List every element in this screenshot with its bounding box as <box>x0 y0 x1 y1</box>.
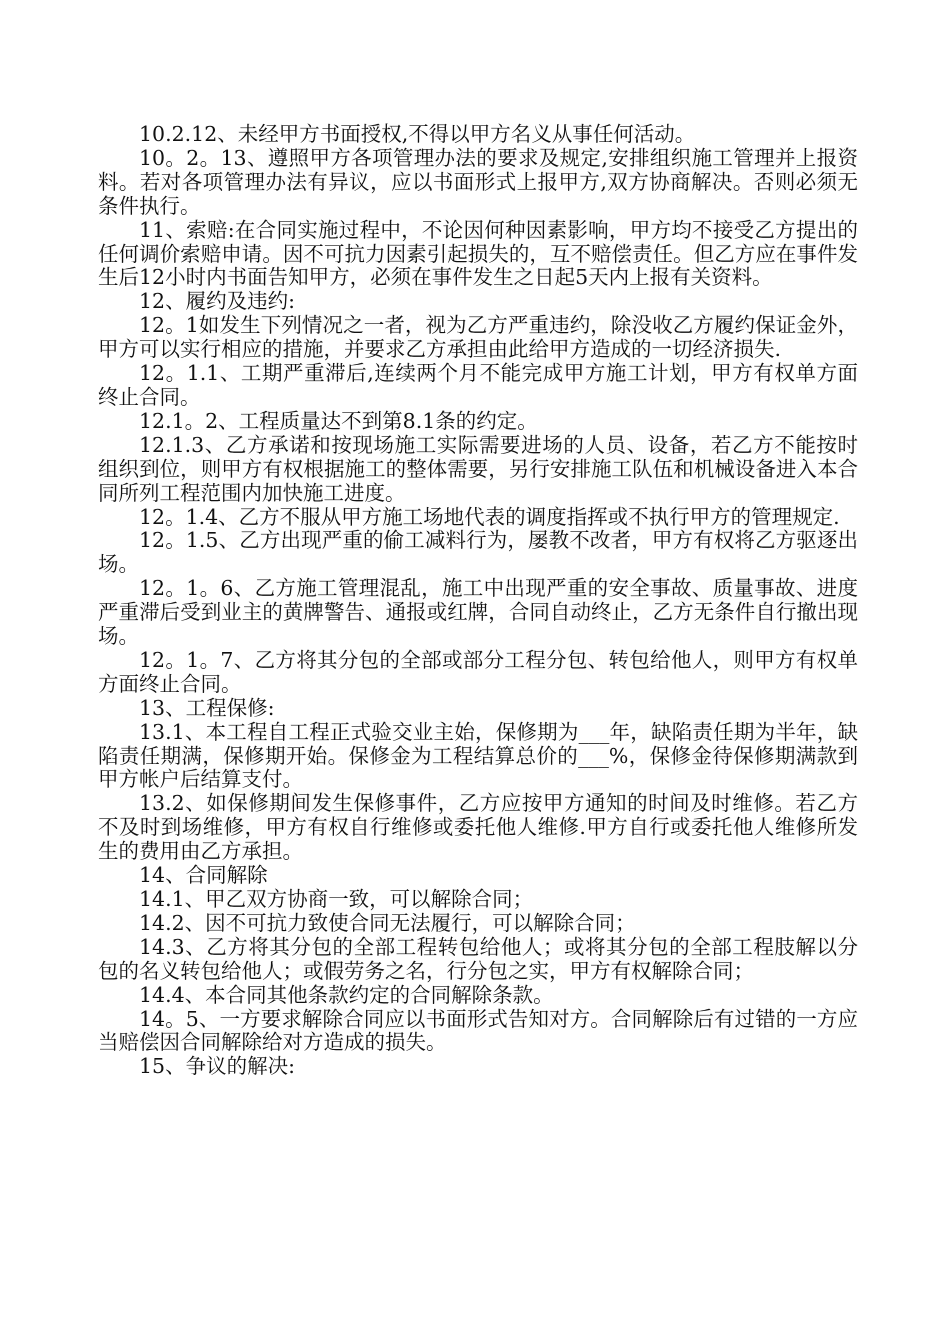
clause-12-1: 12。1如发生下列情况之一者，视为乙方严重违约，除没收乙方履约保证金外，甲方可以实行相应的措施，并要求乙方承担由此给甲方造成的一切经济损失. <box>98 313 858 362</box>
clause-12-1-4: 12。1.4、乙方不服从甲方施工场地代表的调度指挥或不执行甲方的管理规定. <box>139 504 840 529</box>
clause-13-2: 13.2、如保修期间发生保修事件，乙方应按甲方通知的时间及时维修。若乙方不及时到场维修，甲方有权自行维修或委托他人维修.甲方自行或委托他人维修所发生的费用由乙方承担。 <box>98 791 858 864</box>
clause-12-1-1: 12。1.1、工期严重滞后,连续两个月不能完成甲方施工计划，甲方有权单方面终止合同。 <box>98 361 858 409</box>
clause-10-2-12: 10.2.12、未经甲方书面授权,不得以甲方名义从事任何活动。 <box>139 122 696 146</box>
clause-12-1-6: 12。1。6、乙方施工管理混乱，施工中出现严重的安全事故、质量事故、进度严重滞后受到业主的黄牌警告、通报或红牌，合同自动终止，乙方无条件自行撤出现场。 <box>98 576 858 649</box>
document-body <box>98 123 858 1079</box>
clause-14-2: 14.2、因不可抗力致使合同无法履行，可以解除合同； <box>139 910 636 935</box>
clause-14-4: 14.4、本合同其他条款约定的合同解除条款。 <box>139 982 554 1007</box>
clause-12-1-2: 12.1。2、工程质量达不到第8.1条的约定。 <box>139 408 538 433</box>
clause-14-5: 14。5、一方要求解除合同应以书面形式告知对方。合同解除后有过错的一方应当赔偿因合同解除给对方造成的损失。 <box>98 1006 858 1055</box>
clause-15-heading: 15、争议的解决: <box>139 1054 295 1079</box>
clause-12-heading: 12、履约及违约: <box>139 289 295 314</box>
clause-13-1: 13.1、本工程自工程正式验交业主始，保修期为___年，缺陷责任期为半年，缺陷责任期满，保修期开始。保修金为工程结算总价的___%，保修金待保修期满款到甲方帐户后结算支付。 <box>98 719 858 792</box>
clause-14-heading: 14、合同解除 <box>139 863 268 888</box>
clause-12-1-5: 12。1.5、乙方出现严重的偷工减料行为，屡教不改者，甲方有权将乙方驱逐出场。 <box>98 528 858 577</box>
clause-14-3: 14.3、乙方将其分包的全部工程转包给他人；或将其分包的全部工程肢解以分包的名义转包给他人；或假劳务之名，行分包之实，甲方有权解除合同； <box>98 934 858 983</box>
clause-13-heading: 13、工程保修: <box>139 695 275 720</box>
clause-10-2-13: 10。2。13、遵照甲方各项管理办法的要求及规定,安排组织施工管理并上报资料。若对各项管理办法有异议，应以书面形式上报甲方,双方协商解决。否则必须无条件执行。 <box>98 145 858 218</box>
clause-12-1-3: 12.1.3、乙方承诺和按现场施工实际需要进场的人员、设备，若乙方不能按时组织到位，则甲方有权根据施工的整体需要，另行安排施工队伍和机械设备进入本合同所列工程范围内加快施工进度。 <box>98 432 858 505</box>
clause-11-claims: 11、索赔:在合同实施过程中，不论因何种因素影响，甲方均不接受乙方提出的任何调价索赔申请。因不可抗力因素引起损失的，互不赔偿责任。但乙方应在事件发生后12小时内书面告知甲方，必须在事件发生之日起5天内上报有关资料。 <box>98 217 858 290</box>
clause-12-1-7: 12。1。7、乙方将其分包的全部或部分工程分包、转包给他人，则甲方有权单方面终止合同。 <box>98 647 858 696</box>
clause-14-1: 14.1、甲乙双方协商一致，可以解除合同； <box>139 887 534 911</box>
